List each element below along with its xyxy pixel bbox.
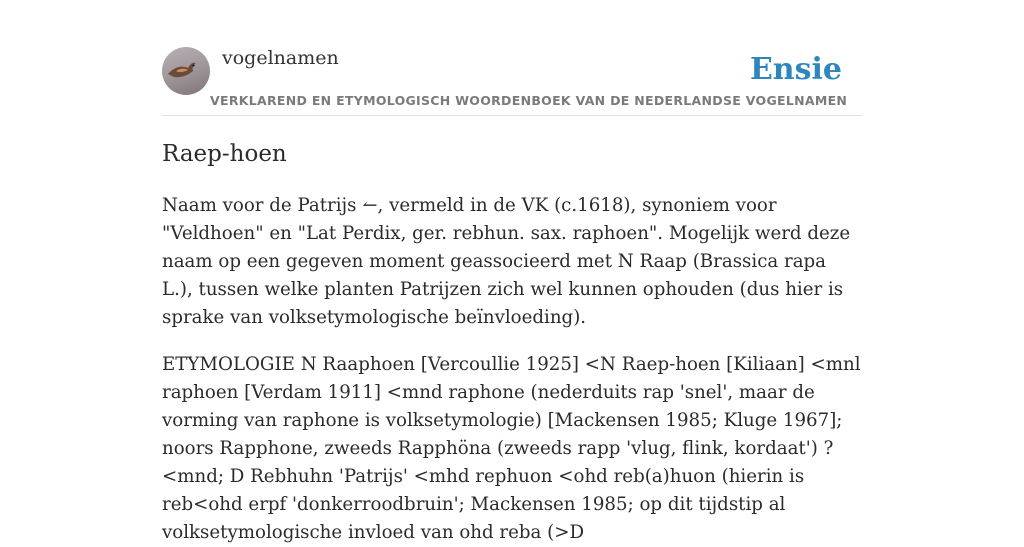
- bird-photo-icon[interactable]: [162, 47, 210, 95]
- page-title: Raep-hoen: [162, 141, 287, 167]
- ensie-logo[interactable]: Ensie: [749, 52, 842, 87]
- site-subtitle: VERKLAREND EN ETYMOLOGISCH WOORDENBOEK VAN DE NEDERLANDSE VOGELNAMEN: [210, 93, 848, 108]
- article: [162, 138, 862, 547]
- definition-paragraph: Naam voor de Patrijs ↼, vermeld in de VK (c.1618), synoniem voor "Veldhoen" en "Lat Perdix, ger. rebhun. sax. raphoen". Mogelijk werd deze naam op een gegeven moment geassocieerd met N Raap (Brassica rapa L.), tussen welke planten Patrijzen zich wel kunnen ophouden (dus hier is sprake van volksetymologische beïnvloeding).: [162, 195, 851, 328]
- header-divider: [162, 115, 862, 116]
- site-name-link[interactable]: vogelnamen: [222, 47, 339, 69]
- site-header: [162, 40, 862, 116]
- etymology-paragraph: ETYMOLOGIE N Raaphoen [Vercoullie 1925] <N Raep-hoen [Kiliaan] <mnl raphoen [Verdam 1911] <mnd raphone (nederduits rap 'snel', maar de vorming van raphone is volksetymologie) [Mackensen 1985; Kluge 1967]; noors Rapphone, zweeds Rapphöna (zweeds rapp 'vlug, flink, kordaat') ?<mnd; D Rebhuhn 'Patrijs' <mhd rephuon <ohd reb(a)huon (hierin is reb<ohd erpf 'donkerroodbruin'; Mackensen 1985; op dit tijdstip al volksetymologische invloed van ohd reba (>D: [162, 354, 861, 543]
